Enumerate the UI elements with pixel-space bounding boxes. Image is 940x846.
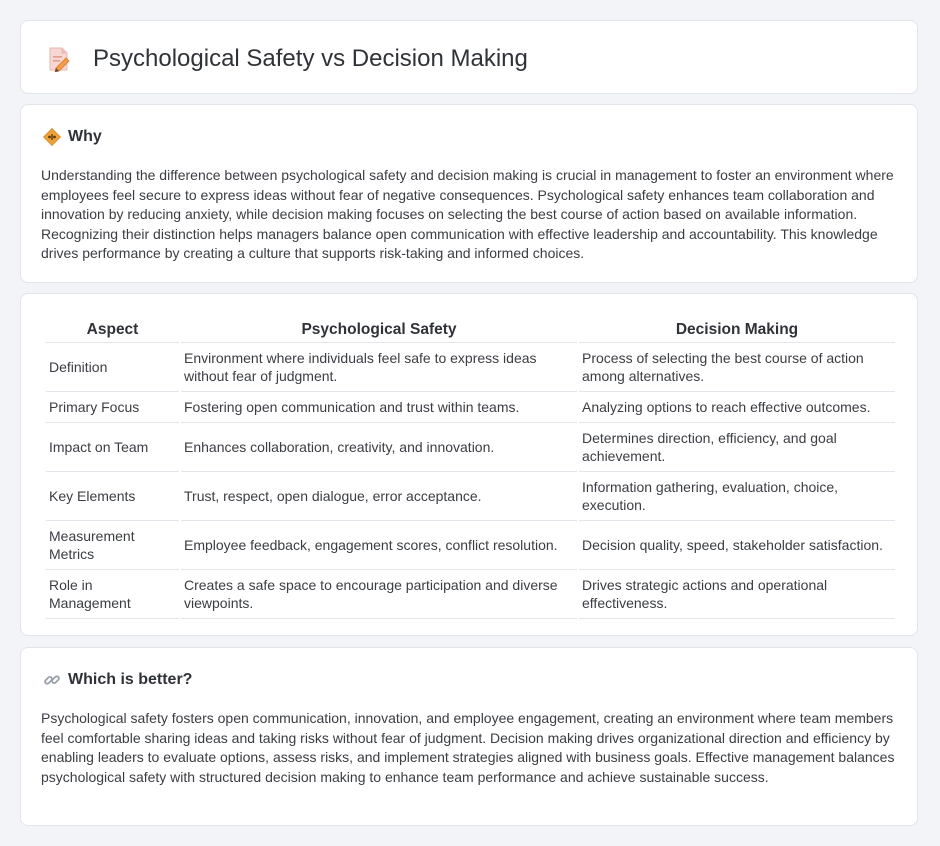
table-row xyxy=(46,472,895,521)
page-title: Psychological Safety vs Decision Making xyxy=(93,45,528,72)
table-row xyxy=(46,570,895,619)
row-decision-making: Process of selecting the best course of action among alternatives. xyxy=(579,343,895,392)
better-header xyxy=(43,670,192,690)
which-is-better-card xyxy=(20,647,918,826)
comparison-table xyxy=(44,314,897,619)
better-text: Psychological safety fosters open communication, innovation, and employee engagement, creating an environment where team members feel comfortable sharing ideas and taking risks without fear of judgment. Decision making drives organizational direction and efficiency by enabling leaders to evaluate options, assess risks, and implement strategies aligned with business goals. Effective management balances psychological safety with structured decision making to enhance team performance and achieve sustainable success. xyxy=(41,710,895,785)
table-row xyxy=(46,392,895,423)
row-psychological-safety: Environment where individuals feel safe to express ideas without fear of judgment. xyxy=(181,343,577,392)
row-aspect: Primary Focus xyxy=(46,392,179,423)
row-decision-making: Decision quality, speed, stakeholder satisfaction. xyxy=(579,521,895,570)
row-decision-making: Drives strategic actions and operational effectiveness. xyxy=(579,570,895,619)
header-decision-making: Decision Making xyxy=(579,314,895,343)
row-psychological-safety: Employee feedback, engagement scores, conflict resolution. xyxy=(181,521,577,570)
why-text: Understanding the difference between psychological safety and decision making is crucial in management to foster an environment where employees feel secure to express ideas without fear of negative consequences. Psychological safety enhances team collaboration and innovation by reducing anxiety, while decision making focuses on selecting the best course of action based on available information. Recognizing their distinction helps managers balance open communication with effective leadership and accountability. This knowledge drives performance by creating a culture that supports risk-taking and informed choices. xyxy=(41,167,894,262)
row-decision-making: Information gathering, evaluation, choice, execution. xyxy=(579,472,895,521)
link-icon xyxy=(43,671,61,689)
table-row xyxy=(46,423,895,472)
row-decision-making: Analyzing options to reach effective outcomes. xyxy=(579,392,895,423)
document-pencil-icon xyxy=(47,46,71,72)
row-aspect: Measurement Metrics xyxy=(46,521,179,570)
title-card xyxy=(20,20,918,94)
why-card xyxy=(20,104,918,283)
why-header xyxy=(43,127,102,147)
row-aspect: Role in Management xyxy=(46,570,179,619)
diamond-sign-icon xyxy=(43,128,61,146)
table-header-row xyxy=(46,314,895,343)
row-psychological-safety: Enhances collaboration, creativity, and innovation. xyxy=(181,423,577,472)
comparison-card xyxy=(20,293,918,636)
row-aspect: Definition xyxy=(46,343,179,392)
header-psychological-safety: Psychological Safety xyxy=(181,314,577,343)
header-aspect: Aspect xyxy=(46,314,179,343)
table-row xyxy=(46,521,895,570)
row-psychological-safety: Fostering open communication and trust within teams. xyxy=(181,392,577,423)
better-title: Which is better? xyxy=(68,671,193,688)
row-psychological-safety: Trust, respect, open dialogue, error acceptance. xyxy=(181,472,577,521)
row-aspect: Impact on Team xyxy=(46,423,179,472)
table-row xyxy=(46,343,895,392)
row-decision-making: Determines direction, efficiency, and goal achievement. xyxy=(579,423,895,472)
row-aspect: Key Elements xyxy=(46,472,179,521)
row-psychological-safety: Creates a safe space to encourage participation and diverse viewpoints. xyxy=(181,570,577,619)
why-title: Why xyxy=(68,128,102,145)
title-row xyxy=(47,45,528,73)
